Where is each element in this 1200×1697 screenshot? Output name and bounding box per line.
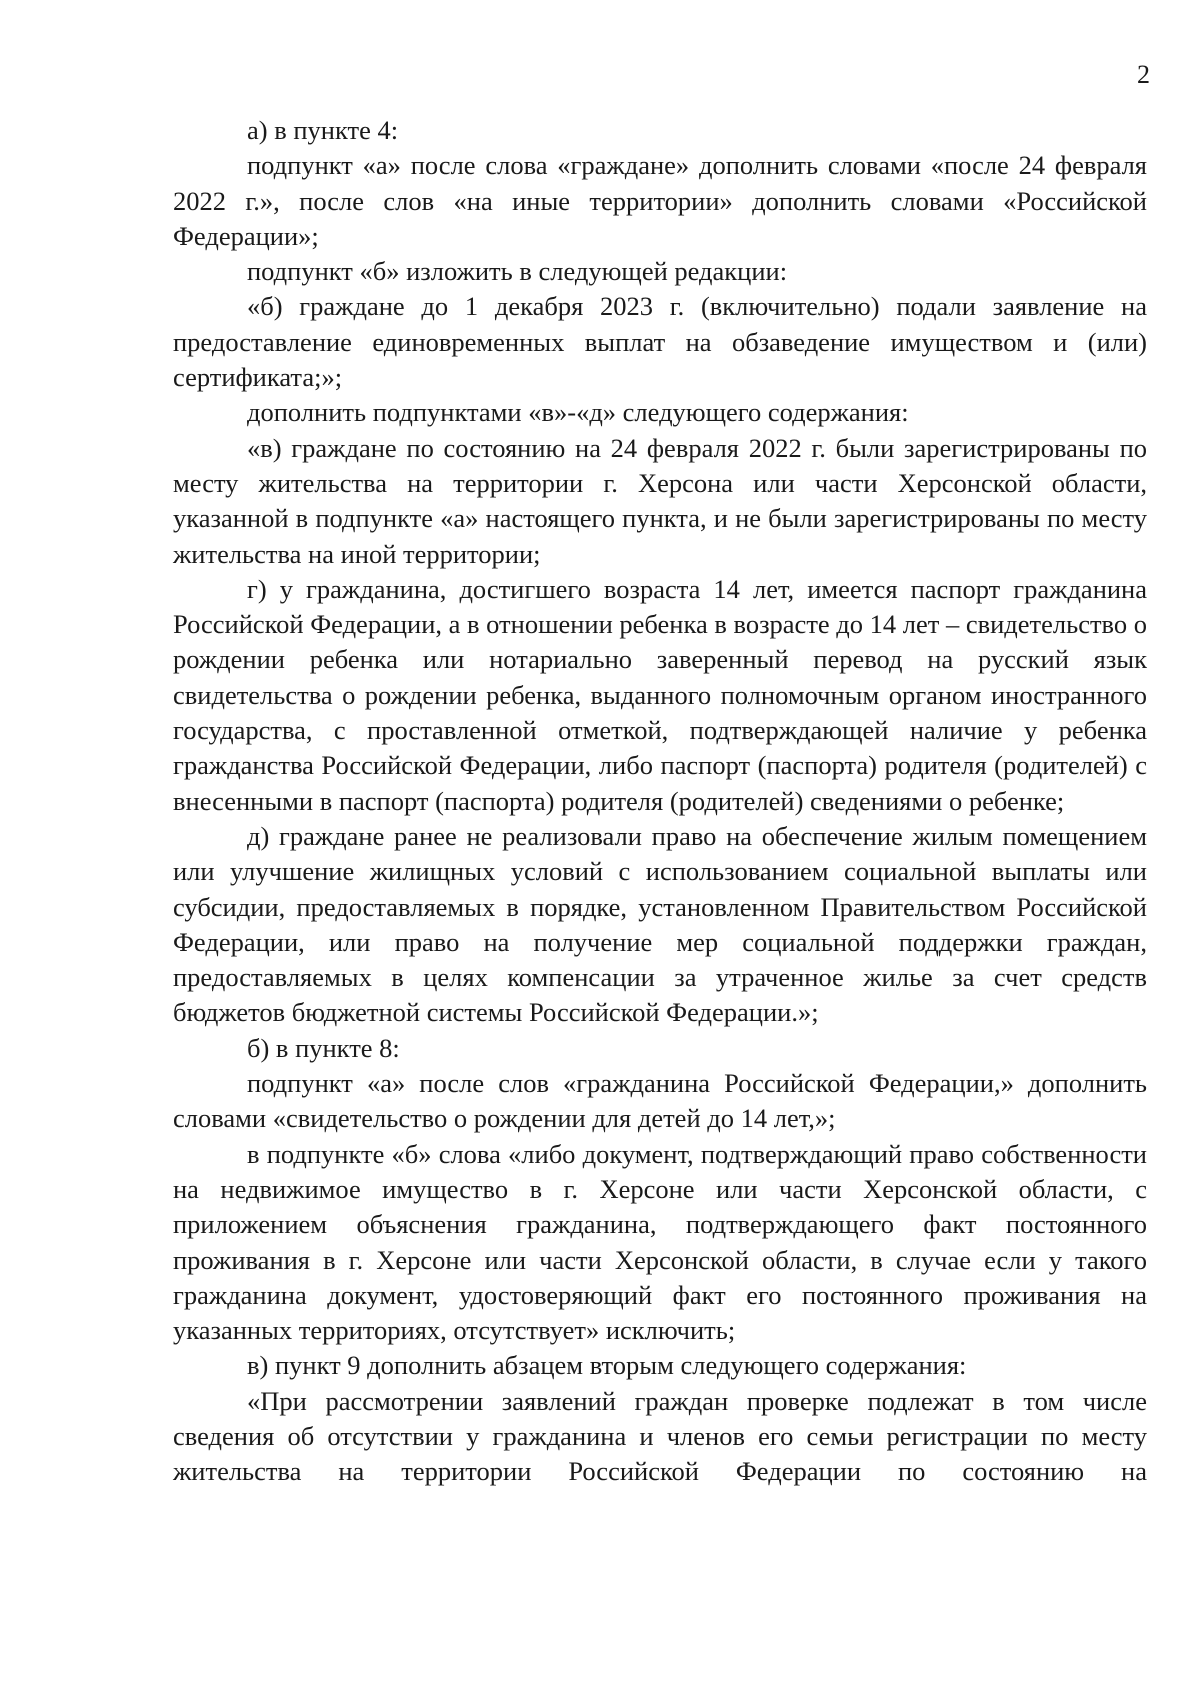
paragraph-subitem-g: г) у гражданина, достигшего возраста 14 лет, имеется паспорт гражданина Российской Федерации, а в отношении ребенка в возрасте до 14 лет – свидетельство о рождении ребенка или нотариально заверенный перевод на русский язык свидетельства о рождении ребенка, выданного полномочным органом иностранного государства, с проставленной отметкой, подтверждающей наличие у ребенка гражданства Российской Федерации, либо паспорт (паспорта) родителя (родителей) с внесенными в паспорт (паспорта) родителя (родителей) сведениями о ребенке; — [173, 573, 1147, 816]
paragraph-item-v-text: «При рассмотрении заявлений граждан проверке подлежат в том числе сведения об отсутствии у гражданина и членов его семьи регистрации по месту жительства на территории Российской Федерации по состоянию на — [173, 1385, 1147, 1487]
paragraph-item-b: б) в пункте 8: — [247, 1032, 400, 1063]
paragraph-subitem-a-edit: подпункт «а» после слова «граждане» дополнить словами «после 24 февраля 2022 г.», после слов «на иные территории» дополнить словами «Российской Федерации»; — [173, 150, 1147, 251]
document-body — [173, 113, 1147, 1490]
paragraph-subitem-b-intro: подпункт «б» изложить в следующей редакции: — [247, 256, 788, 287]
paragraph-item-a: а) в пункте 4: — [247, 115, 399, 145]
paragraph-subitem-b-text: «б) граждане до 1 декабря 2023 г. (включительно) подали заявление на предоставление единовременных выплат на обзаведение имуществом и (или) сертификата;»; — [173, 291, 1147, 393]
paragraph-subitem-d: д) граждане ранее не реализовали право на обеспечение жилым помещением или улучшение жилищных условий с использованием социальной выплаты или субсидии, предоставляемых в порядке, установленном Правительством Российской Федерации, или право на получение мер социальной поддержки граждан, предоставляемых в целях компенсации за утраченное жилье за счет средств бюджетов бюджетной системы Российской Федерации.»; — [173, 820, 1147, 1028]
paragraph-item-v: в) пункт 9 дополнить абзацем вторым следующего содержания: — [247, 1350, 967, 1381]
paragraph-subitem-v: «в) граждане по состоянию на 24 февраля 2022 г. были зарегистрированы по месту жительства на территории г. Херсона или части Херсонской области, указанной в подпункте «а» настоящего пункта, и не были зарегистрированы по месту жительства на иной территории; — [173, 432, 1147, 569]
paragraph-item-b-subitem-b: в подпункте «б» слова «либо документ, подтверждающий право собственности на недвижимое имущество в г. Херсоне или части Херсонской области, с приложением объяснения гражданина, подтверждающего факт постоянного проживания в г. Херсоне или части Херсонской области, в случае если у такого гражданина документ, удостоверяющий факт его постоянного проживания на указанных территориях, отсутствует» исключить; — [173, 1138, 1147, 1346]
paragraph-add-subitems-intro: дополнить подпунктами «в»-«д» следующего содержания: — [247, 397, 909, 428]
page-number: 2 — [1137, 60, 1150, 89]
paragraph-item-b-subitem-a: подпункт «а» после слов «гражданина Российской Федерации,» дополнить словами «свидетельство о рождении для детей до 14 лет,»; — [173, 1068, 1147, 1134]
